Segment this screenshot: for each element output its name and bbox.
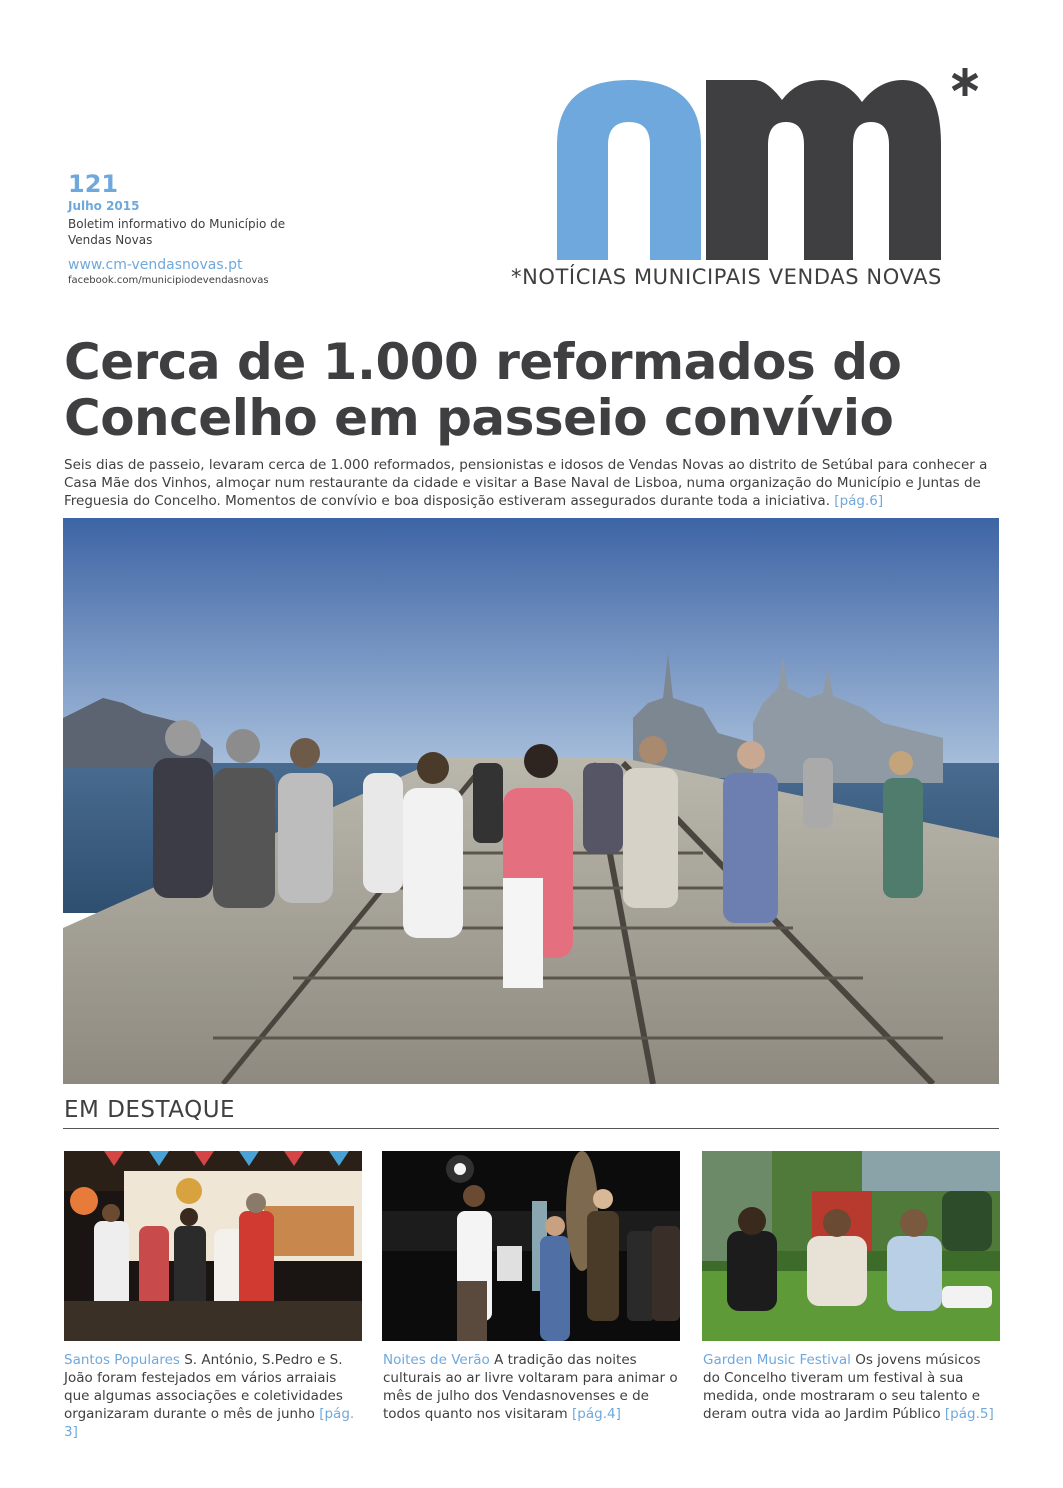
highlight-text-noites-de-verao <box>383 1351 681 1423</box>
tagline: *NOTÍCIAS MUNICIPAIS VENDAS NOVAS <box>510 265 942 289</box>
highlight-title[interactable]: Santos Populares <box>64 1352 180 1368</box>
highlight-photo-garden-music-festival <box>702 1151 1000 1341</box>
lead-headline: Cerca de 1.000 reformados do Concelho em passeio convívio <box>64 333 902 447</box>
lead-body: Seis dias de passeio, levaram cerca de 1.000 reformados, pensionistas e idosos de Vendas Novas ao distrito de Setúbal para conhecer a Casa Mãe dos Vinhos, almoçar num restaurante da cidade e visitar a Base Naval de Lisboa, numa organização do Município e Juntas de Freguesia do Concelho. Momentos de convívio e boa disposição estiveram assegurados durante toda a iniciativa. <box>64 457 988 509</box>
website-link[interactable]: www.cm-vendasnovas.pt <box>68 257 243 273</box>
issue-number: 121 <box>68 170 119 198</box>
issue-description: Boletim informativo do Município de Vendas Novas <box>68 217 286 247</box>
section-divider <box>63 1128 999 1129</box>
highlight-text-santos-populares <box>64 1351 364 1441</box>
highlight-title[interactable]: Garden Music Festival <box>703 1352 851 1368</box>
issue-date: Julho 2015 <box>68 199 140 213</box>
highlight-body: S. António, S.Pedro e S. João foram festejados em vários arraiais que algumas associações e coletividades organizaram durante o mês de junho <box>64 1352 343 1422</box>
highlight-page-ref[interactable]: [pág.5] <box>944 1406 994 1422</box>
lead-paragraph <box>64 456 1000 510</box>
facebook-link[interactable]: facebook.com/municipiodevendasnovas <box>68 275 269 286</box>
highlight-photo-santos-populares <box>64 1151 362 1341</box>
section-title-em-destaque: EM DESTAQUE <box>64 1097 236 1123</box>
highlight-text-garden-music-festival <box>703 1351 999 1423</box>
highlight-body: Os jovens músicos do Concelho tiveram um festival à sua medida, onde mostraram o seu talento e deram outra vida ao Jardim Público <box>703 1352 981 1422</box>
nm-logo <box>557 60 987 260</box>
highlight-page-ref[interactable]: [pág. 3] <box>64 1406 355 1440</box>
main-photo-naval-pier <box>63 518 999 1084</box>
highlight-title[interactable]: Noites de Verão <box>383 1352 490 1368</box>
highlight-page-ref[interactable]: [pág.4] <box>572 1406 621 1422</box>
highlight-photo-noites-de-verao <box>382 1151 680 1341</box>
highlight-body: A tradição das noites culturais ao ar livre voltaram para animar o mês de julho dos Vendasnovenses e de todos quanto nos visitaram <box>383 1352 678 1422</box>
lead-page-ref[interactable]: [pág.6] <box>834 493 884 509</box>
